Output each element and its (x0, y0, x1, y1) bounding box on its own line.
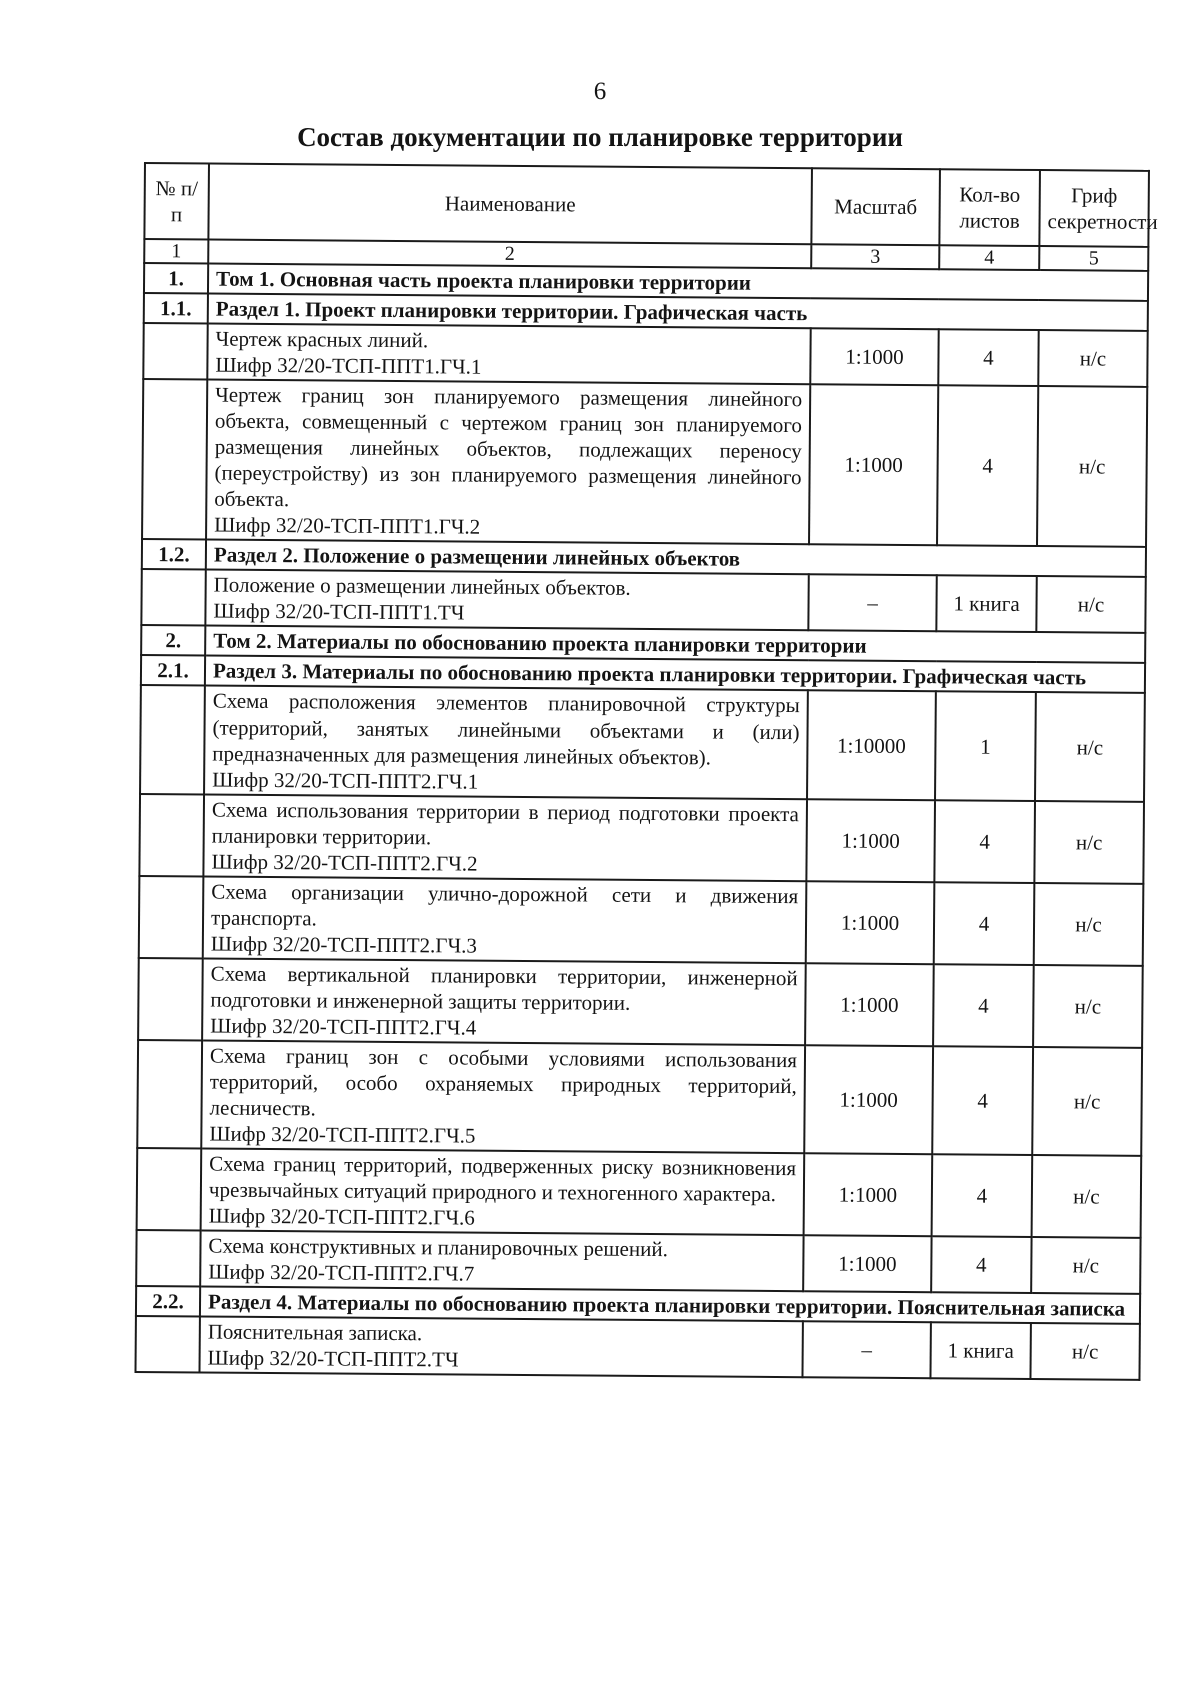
section-number: 2.1. (141, 655, 205, 686)
document-name-cell (203, 794, 807, 881)
header-num: № п/п (144, 163, 209, 240)
document-name-cell (201, 1148, 805, 1235)
document-name-cell (206, 380, 810, 545)
sheets-cell: 4 (938, 329, 1038, 386)
secrecy-cell: н/с (1035, 692, 1145, 801)
row-number-cell (141, 569, 205, 626)
scale-cell: 1:1000 (804, 1045, 933, 1154)
table-row (140, 685, 1145, 801)
document-name: Схема организации улично-дорожной сети и движения транспорта. (210, 879, 799, 931)
table-row (137, 1040, 1142, 1156)
header-name: Наименование (208, 164, 812, 245)
scale-cell: 1:1000 (809, 384, 938, 545)
row-number-cell (136, 1230, 200, 1287)
sheets-cell: 4 (932, 1154, 1033, 1237)
sheets-cell: 4 (937, 385, 1038, 546)
secrecy-cell: н/с (1031, 1237, 1140, 1294)
document-name: Схема расположения элементов планировочной структуры (территорий, занятых линейными объектами и (или) предназначенных для размещения линейных объектов). (212, 689, 800, 770)
scale-cell: – (808, 575, 936, 632)
section-number: 1.1. (144, 293, 208, 324)
table-row (137, 1148, 1142, 1238)
documentation-table (134, 162, 1158, 1381)
scale-cell: 1:1000 (805, 963, 934, 1046)
section-number: 2. (141, 625, 205, 656)
sheets-cell: 1 книга (936, 576, 1036, 633)
secrecy-cell: н/с (1033, 965, 1143, 1048)
document-cipher: Шифр 32/20-ТСП-ППТ2.ГЧ.1 (212, 767, 479, 794)
section-title: Том 2. Материалы по обоснованию проекта планировки территории (205, 626, 1145, 663)
table-row (139, 794, 1144, 884)
secrecy-cell: н/с (1037, 386, 1147, 547)
secrecy-cell: н/с (1032, 1047, 1142, 1156)
sheets-cell: 1 (935, 692, 1036, 801)
column-index: 4 (939, 245, 1039, 270)
row-number-cell (143, 323, 207, 380)
document-title: Состав документации по планировке территории (297, 122, 903, 152)
sheets-cell: 4 (934, 882, 1035, 965)
header-sheets: Кол-во листов (939, 169, 1040, 246)
page-number: 6 (593, 78, 607, 105)
row-number-cell (139, 876, 204, 959)
table-row (142, 379, 1147, 547)
document-cipher: Шифр 32/20-ТСП-ППТ2.ГЧ.4 (210, 1013, 477, 1040)
table-body (135, 163, 1158, 1380)
document-cipher: Шифр 32/20-ТСП-ППТ1.ГЧ.2 (214, 512, 481, 539)
column-index: 2 (208, 240, 811, 269)
table-row (139, 876, 1144, 966)
document-name-cell (200, 1231, 803, 1292)
document-name: Пояснительная записка. (207, 1319, 423, 1346)
document-name-cell (205, 570, 808, 631)
document-name: Чертеж красных линий. (215, 326, 429, 353)
document-name-cell (201, 1040, 805, 1153)
document-cipher: Шифр 32/20-ТСП-ППТ2.ГЧ.2 (211, 849, 478, 876)
document-cipher: Шифр 32/20-ТСП-ППТ2.ГЧ.5 (209, 1121, 476, 1148)
section-title: Раздел 2. Положение о размещении линейных объектов (206, 540, 1146, 577)
secrecy-cell: н/с (1034, 883, 1144, 966)
document-cipher: Шифр 32/20-ТСП-ППТ2.ГЧ.3 (210, 931, 478, 958)
document-name-cell (204, 686, 808, 799)
secrecy-cell: н/с (1034, 801, 1144, 884)
section-number: 2.2. (136, 1286, 200, 1317)
secrecy-cell: н/с (1036, 576, 1145, 633)
section-title: Раздел 3. Материалы по обоснованию проекта планировки территории. Графическая часть (205, 656, 1145, 693)
section-number: 1. (144, 263, 208, 294)
row-number-cell (137, 1148, 202, 1231)
column-index: 1 (144, 239, 208, 264)
table-header-row (144, 163, 1149, 247)
document-name-cell (203, 876, 807, 963)
document-name: Чертеж границ зон планируемого размещения линейного объекта, совмещенный с чертежом границ зон планируемого размещения линейных объектов, подлежащих переносу (переустройству) из зон планируемого размещения линейного объекта. (214, 382, 803, 512)
document-cipher: Шифр 32/20-ТСП-ППТ1.ГЧ.1 (215, 352, 482, 379)
scale-cell: 1:1000 (803, 1235, 931, 1292)
scale-cell: – (802, 1321, 930, 1378)
section-title: Раздел 1. Проект планировки территории. Графическая часть (208, 294, 1148, 331)
document-cipher: Шифр 32/20-ТСП-ППТ2.ГЧ.6 (208, 1203, 475, 1230)
document-cipher: Шифр 32/20-ТСП-ППТ1.ТЧ (213, 598, 465, 625)
secrecy-cell: н/с (1032, 1155, 1142, 1238)
table-row (143, 323, 1147, 387)
row-number-cell (142, 379, 207, 540)
scale-cell: 1:1000 (806, 881, 935, 964)
row-number-cell (140, 685, 205, 794)
document-name: Схема вертикальной планировки территории, инженерной подготовки и инженерной защиты территории. (210, 961, 798, 1015)
secrecy-cell: н/с (1038, 330, 1147, 387)
row-number-cell (137, 1040, 202, 1149)
table-row (141, 569, 1145, 633)
document-name: Положение о размещении линейных объектов. (213, 572, 631, 601)
row-number-cell (139, 794, 204, 877)
scale-cell: 1:1000 (810, 328, 938, 385)
secrecy-cell: н/с (1030, 1323, 1139, 1380)
row-number-cell (135, 1316, 199, 1373)
document-cipher: Шифр 32/20-ТСП-ППТ2.ГЧ.7 (208, 1259, 475, 1286)
table-row (135, 1316, 1139, 1380)
document-name-cell (202, 958, 806, 1045)
section-number: 1.2. (142, 539, 206, 570)
header-scale: Масштаб (811, 168, 940, 245)
scale-cell: 1:1000 (804, 1153, 933, 1236)
sheets-cell: 1 книга (930, 1322, 1030, 1379)
table-row (138, 958, 1143, 1048)
section-title: Раздел 4. Материалы по обоснованию проекта планировки территории. Пояснительная записка (200, 1287, 1140, 1324)
table-row (136, 1230, 1140, 1294)
column-index: 5 (1039, 246, 1148, 271)
document-name: Схема границ зон с особыми условиями использования территорий, особо охраняемых природных территорий, лесничеств. (209, 1043, 798, 1121)
sheets-cell: 4 (931, 1236, 1031, 1293)
document-name-cell (199, 1317, 802, 1378)
document-name: Схема границ территорий, подверженных риску возникновения чрезвычайных ситуаций природного и техногенного характера. (208, 1151, 797, 1207)
column-index: 3 (811, 244, 939, 269)
row-number-cell (138, 958, 203, 1041)
scale-cell: 1:1000 (806, 799, 935, 882)
section-title: Том 1. Основная часть проекта планировки территории (208, 264, 1148, 301)
scale-cell: 1:10000 (807, 691, 936, 800)
header-secret: Гриф секретности (1039, 170, 1149, 247)
sheets-cell: 4 (933, 964, 1034, 1047)
sheets-cell: 4 (932, 1046, 1033, 1155)
document-name-cell (207, 324, 810, 385)
document-name: Схема конструктивных и планировочных решений. (208, 1233, 668, 1262)
sheets-cell: 4 (934, 800, 1035, 883)
document-cipher: Шифр 32/20-ТСП-ППТ2.ТЧ (207, 1345, 459, 1372)
document-name: Схема использования территории в период подготовки проекта планировки территории. (211, 797, 799, 849)
